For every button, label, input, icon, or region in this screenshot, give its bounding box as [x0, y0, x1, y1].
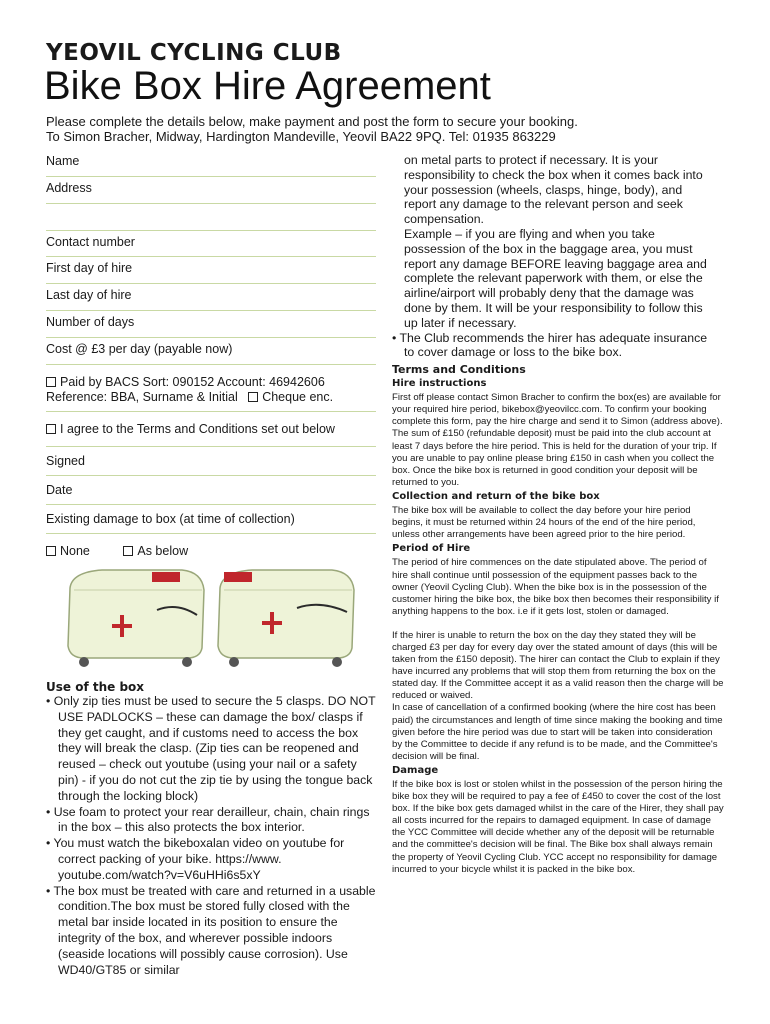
bacs-checkbox[interactable] [46, 377, 56, 387]
bike-box-right [218, 570, 354, 667]
damage-text: If the bike box is lost or stolen whilst in the possession of the person hiring the bike box they will be required to pay a fee of £450 to cover the cost of the lost box. If the bike box gets damaged whilst in the care of the Hirer, they shall pay all costs incurred for the repairs to damaged equipment. In case of damage the YCC Committee will decide whether any of the deposit will be returnable and the committee's decision will be final. The Bike box shall always remain the property of Yeovil Cycling Club. YCC accept no responsibility for damage incurred to your bicycle whilst it is packed in the bike box. [392, 779, 724, 875]
intro-line-2: To Simon Bracher, Midway, Hardington Mandeville, Yeovil BA22 9PQ. Tel: 01935 863229 [46, 129, 556, 144]
contact-number-field[interactable]: Contact number [46, 231, 376, 258]
terms-section [392, 362, 724, 876]
cheque-checkbox[interactable] [248, 392, 258, 402]
payment-options [46, 375, 376, 412]
address-field-line-2[interactable] [46, 204, 376, 231]
use-continued-p1: on metal parts to protect if necessary. It is your responsibility to check the box when it comes back into your possession (wheels, clasps, hinge, body), and report any damage to the relevant person and seek compensation. [404, 153, 703, 227]
collection-text: The bike box will be available to collect the day before your hire period begins, it must be returned within 24 hours of the end of the hire period, unless other arrangements have been agreed prior to the hire period. [392, 505, 696, 541]
first-day-field[interactable]: First day of hire [46, 257, 376, 284]
hire-instructions-text: First off please contact Simon Bracher to confirm the box(es) are available for your required hire period, bikebox@yeovilcc.com. To confirm your booking complete this form, pay the hire charge and send it to Simon (address above). The sum of £150 (refundable deposit) must be paid into the club account at least 7 days before the hire period. This is held for the duration of your trip. If you are unable to pay online please bring £150 in cash when you collect the box. Once the bike box is returned in good condition your deposit will be returned to you. [392, 392, 723, 488]
use-item: • Use foam to protect your rear derailleur, chain, chain rings in the box – this also protects the box interior. [46, 804, 370, 835]
as-below-checkbox[interactable] [123, 546, 133, 556]
cheque-label: Cheque enc. [262, 389, 334, 404]
bacs-reference: Reference: BBA, Surname & Initial [46, 389, 238, 404]
hire-instructions-heading: Hire instructions [392, 378, 487, 390]
cost-field[interactable]: Cost @ £3 per day (payable now) [46, 338, 376, 365]
address-field[interactable]: Address [46, 177, 376, 204]
none-label: None [60, 543, 90, 558]
existing-damage-field[interactable]: Existing damage to box (at time of collection) [46, 505, 376, 534]
agree-label: I agree to the Terms and Conditions set out below [60, 421, 335, 436]
page-title: Bike Box Hire Agreement [44, 64, 491, 108]
use-item: • Only zip ties must be used to secure the 5 clasps. DO NOT USE PADLOCKS – these can damage the box/ clasps if they get caught, and if customs need to access the box they will break the clasp. (Zip ties can be reopened and reused – check out youtube (using your nail or a safety pin) - if you do not cut the zip tie by using the tongue back through the locking block) [46, 694, 376, 803]
period-text: The period of hire commences on the date stipulated above. The period of hire shall continue until possession of the equipment passes back to the owner (Yeovil Cycling Club). When the bike box is in the possession of the customer hiring the bike box, the bike box then becomes their responsibility if anything happens to the box. i.e if it gets lost, stolen or damaged. [392, 557, 719, 617]
period-heading: Period of Hire [392, 543, 471, 555]
bike-box-left [68, 570, 204, 667]
intro-line-1: Please complete the details below, make payment and post the form to secure your booking. [46, 114, 578, 129]
late-return-text: If the hirer is unable to return the box on the day they stated they will be charged £3 per day for every day over the stated amount of days (this will be taken from the £150 deposit). The hirer can contact the Club to explain if they have incurred any problems that will stop them from returning the box on the stated day. If the Committee accept it as a valid reason then the charge will be reduced or waived. [392, 629, 724, 702]
as-below-label: As below [137, 543, 189, 558]
date-field[interactable]: Date [46, 476, 376, 505]
agree-row [46, 412, 376, 447]
intro-text [46, 114, 696, 144]
use-continued-p3: • The Club recommends the hirer has adequate insurance to cover damage or loss to the bike box. [392, 330, 708, 360]
agree-checkbox[interactable] [46, 424, 56, 434]
terms-heading: Terms and Conditions [392, 363, 526, 376]
cancellation-text: In case of cancellation of a confirmed booking (where the hire cost has been paid) the circumstances and length of time since making the booking and time given before the hire period was due to start will be taken into consideration by the Committee to decide if any refund is to be made, and the Committee's decision will be final. [392, 702, 723, 762]
bike-box-illustration [62, 560, 362, 670]
use-heading: Use of the box [46, 680, 145, 694]
use-list [46, 694, 378, 978]
collection-heading: Collection and return of the bike box [392, 490, 600, 502]
none-checkbox[interactable] [46, 546, 56, 556]
bacs-label: Paid by BACS Sort: 090152 Account: 46942606 [60, 374, 325, 389]
use-continued [392, 153, 717, 360]
use-continued-p2: Example – if you are flying and when you take possession of the box in the baggage area, you must report any damage BEFORE leaving baggage area and complete the relevant paperwork with them, or else the airline/airport will probably deny that the damage was done by them. It will be your responsibility to follow this up later if necessary. [404, 226, 707, 330]
damage-heading: Damage [392, 764, 439, 776]
club-name: YEOVIL CYCLING CLUB [46, 40, 342, 66]
name-field[interactable]: Name [46, 150, 376, 177]
signed-field[interactable]: Signed [46, 447, 376, 476]
hire-form [46, 150, 376, 564]
use-item: • You must watch the bikeboxalan video on youtube for correct packing of your bike. https://www. youtube.com/watch?v=V6uHHi6s5xY [46, 836, 345, 882]
use-item: • The box must be treated with care and returned in a usable condition.The box must be stored fully closed with the metal bar inside located in its position to ensure the integrity of the box, and wherever possible indoors (seaside locations will possibly cause corrosion). Use WD40/GT85 or similar [46, 883, 376, 977]
number-of-days-field[interactable]: Number of days [46, 311, 376, 338]
last-day-field[interactable]: Last day of hire [46, 284, 376, 311]
